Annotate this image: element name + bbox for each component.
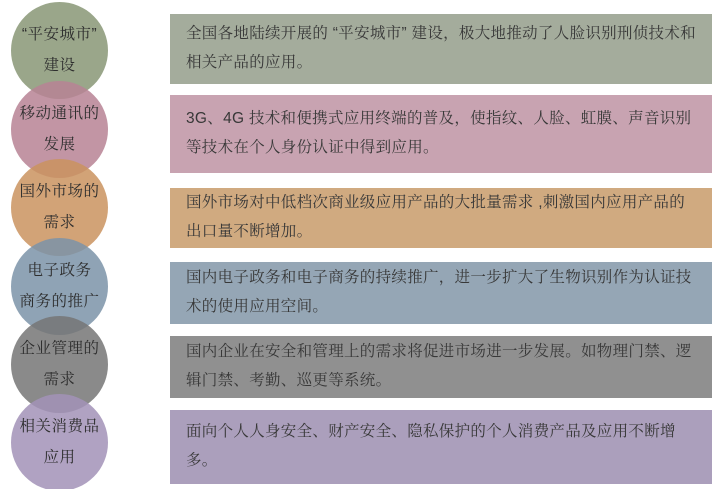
factor-circle-consumer-products <box>11 394 108 489</box>
factor-label-line1: 电子政务 <box>27 262 92 280</box>
factor-label-line2: 发展 <box>43 135 76 153</box>
factor-label-line1: “平安城市” <box>21 26 98 44</box>
description-text: 国内企业在安全和管理上的需求将促进市场进一步发展。如物理门禁、逻辑门禁、考勤、巡更等系统。 <box>186 343 692 389</box>
factor-label-line2: 商务的推广 <box>19 292 100 310</box>
factor-label-line1: 移动通讯的 <box>19 105 100 123</box>
description-box-overseas-demand <box>170 188 712 248</box>
description-text: 3G、4G 技术和便携式应用终端的普及，使指纹、人脸、虹膜、声音识别等技术在个人身份认证中得到应用。 <box>186 110 692 156</box>
description-text: 全国各地陆续开展的 “平安城市” 建设，极大地推动了人脸识别刑侦技术和相关产品的应用。 <box>186 25 696 71</box>
factor-label-line2: 需求 <box>43 370 76 388</box>
factor-label-line1: 企业管理的 <box>19 340 100 358</box>
description-text: 国内电子政务和电子商务的持续推广，进一步扩大了生物识别作为认证技术的使用应用空间。 <box>186 269 692 315</box>
description-box-consumer-products <box>170 410 712 484</box>
description-text: 面向个人人身安全、财产安全、隐私保护的个人消费产品及应用不断增多。 <box>186 423 676 469</box>
description-box-egov-ecommerce <box>170 262 712 324</box>
factor-label-line2: 应用 <box>43 448 76 466</box>
description-box-enterprise-mgmt <box>170 336 712 398</box>
factor-label-line2: 建设 <box>43 56 76 74</box>
factor-label-line2: 需求 <box>43 213 76 231</box>
description-box-mobile-comms <box>170 95 712 173</box>
factor-label-line1: 国外市场的 <box>19 183 100 201</box>
description-box-safe-city <box>170 14 712 84</box>
factor-label-line1: 相关消费品 <box>19 418 100 436</box>
description-text: 国外市场对中低档次商业级应用产品的大批量需求 ,刺激国内应用产品的出口量不断增加。 <box>186 194 686 240</box>
